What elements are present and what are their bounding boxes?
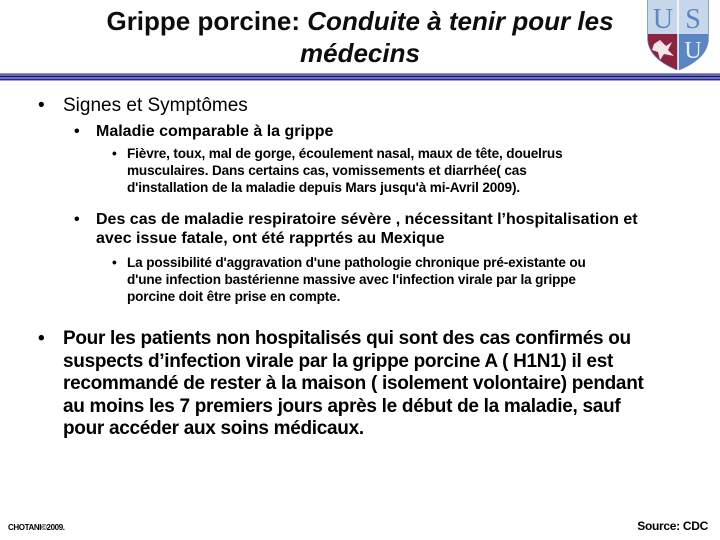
bullet-dot: • <box>112 146 117 161</box>
bullet-dot: • <box>38 328 45 349</box>
bullet-dot: • <box>74 211 80 228</box>
bullet-text <box>63 328 644 441</box>
bullet-text <box>96 210 638 248</box>
detail-line: La possibilité d'aggravation d'une pathologie chronique pré-existante ou <box>127 255 586 270</box>
bullet-text: Maladie comparable à la grippe <box>96 123 334 140</box>
bullet-line: suspects d’infection virale par la grippe porcine A ( H1N1) il est <box>63 350 613 372</box>
bullet-dot: • <box>74 123 80 140</box>
bullet-line: au moins les 7 premiers jours après le début de la maladie, sauf <box>63 395 621 417</box>
usu-shield-logo <box>646 0 710 70</box>
bullet-line: recommandé de rester à la maison ( isolement volontaire) pendant <box>63 373 644 395</box>
logo-letter-s: S <box>685 4 701 35</box>
detail-text <box>127 254 586 305</box>
slide-title <box>60 5 660 69</box>
detail-text <box>127 145 563 196</box>
footer-source: Source: CDC <box>637 519 708 533</box>
title-line-1 <box>60 5 660 37</box>
title-plain: Grippe porcine: <box>106 6 308 36</box>
detail-line: Fièvre, toux, mal de gorge, écoulement nasal, maux de tête, douelrus <box>127 146 563 161</box>
logo-letter-u2: U <box>684 38 702 64</box>
detail-line: d'une infection bastérienne massive avec l'infection virale par la grippe <box>127 272 576 287</box>
bullet-dot: • <box>38 95 45 116</box>
title-separator-rule <box>0 73 720 81</box>
bullet-line: Pour les patients non hospitalisés qui sont des cas confirmés ou <box>63 328 631 349</box>
bullet-dot: • <box>112 255 117 270</box>
bullet-line: pour accéder aux soins médicaux. <box>63 418 364 440</box>
detail-line: musculaires. Dans certains cas, vomissements et diarrhée( cas <box>127 163 527 178</box>
title-line-2: médecins <box>300 38 420 68</box>
detail-line: d'installation de la maladie depuis Mars jusqu'à mi-Avril 2009). <box>127 180 520 195</box>
detail-line: porcine doit être prise en compte. <box>127 289 341 304</box>
footer-copyright: CHOTANI©2009. <box>8 523 65 532</box>
title-italic: Conduite à tenir pour les <box>307 6 614 36</box>
logo-letter-u: U <box>652 4 674 35</box>
bullet-line: avec issue fatale, ont été rapprtés au Mexique <box>96 230 445 247</box>
bullet-line: Des cas de maladie respiratoire sévère , nécessitant l’hospitalisation et <box>96 211 638 228</box>
bullet-text: Signes et Symptômes <box>63 95 248 116</box>
